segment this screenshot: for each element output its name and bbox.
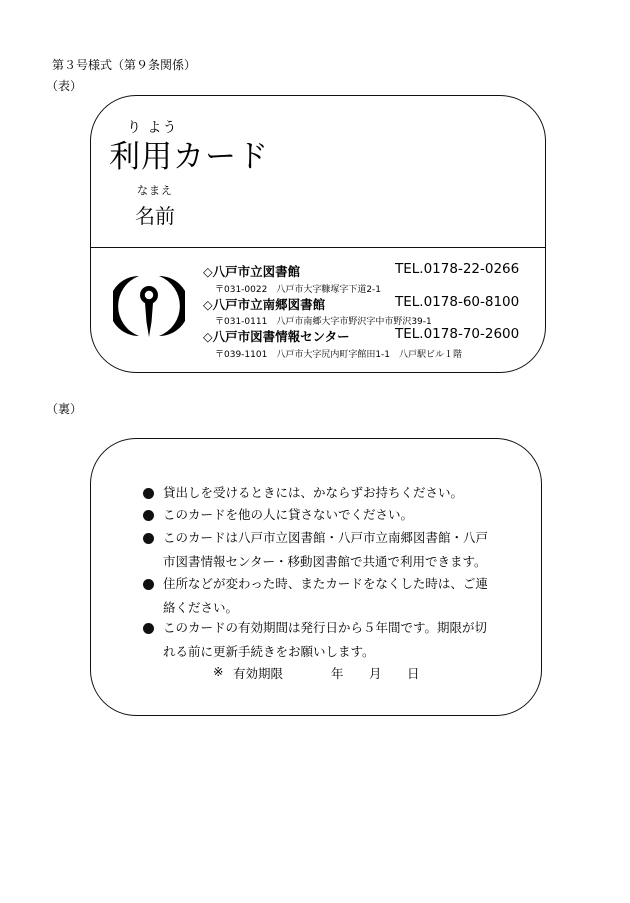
front-side-label: （表） bbox=[46, 79, 83, 93]
library-3-name: ◇八戸市図書情報センター bbox=[203, 329, 350, 344]
notice-1-line-1: 貸出しを受けるときには、かならずお持ちください。 bbox=[163, 485, 464, 500]
library-card-front bbox=[90, 95, 546, 373]
notice-1 bbox=[163, 485, 463, 501]
hachinohe-city-emblem-icon bbox=[113, 270, 185, 342]
library-3-tel: TEL.0178-70-2600 bbox=[395, 326, 520, 342]
library-1-name: ◇八戸市立図書館 bbox=[203, 264, 301, 279]
bullet-icon bbox=[143, 623, 154, 634]
card-title: 利用カード bbox=[109, 139, 269, 175]
library-3-address: 〒039-1101 八戸市大字尻内町字館田1-1 八戸駅ビル１階 bbox=[215, 350, 463, 360]
library-1-tel: TEL.0178-22-0266 bbox=[395, 261, 520, 277]
notice-3 bbox=[163, 530, 488, 570]
validity-year: 年 bbox=[331, 666, 344, 681]
title-ruby: り よう bbox=[127, 120, 178, 136]
bullet-icon bbox=[143, 579, 154, 590]
name-label: 名前 bbox=[135, 204, 175, 228]
card-divider bbox=[91, 247, 545, 248]
validity-label: 有効期限 bbox=[233, 666, 284, 681]
notice-4-line-1: 住所などが変わった時、またカードをなくした時は、ご連 bbox=[163, 576, 488, 591]
notice-2-line-1: このカードを他の人に貸さないでください。 bbox=[163, 507, 414, 522]
library-card-back bbox=[90, 438, 542, 716]
name-ruby: なまえ bbox=[137, 184, 173, 197]
library-2-name: ◇八戸市立南郷図書館 bbox=[203, 297, 326, 312]
bullet-icon bbox=[143, 510, 154, 521]
notice-4-line-2: 絡ください。 bbox=[163, 600, 239, 615]
form-number: 第３号様式（第９条関係） bbox=[52, 58, 197, 72]
notice-5-line-2: れる前に更新手続きをお願いします。 bbox=[163, 644, 375, 659]
reference-mark: ※ bbox=[213, 664, 224, 679]
validity-month: 月 bbox=[369, 666, 382, 681]
notice-5 bbox=[163, 620, 487, 660]
notice-5-line-1: このカードの有効期間は発行日から５年間です。期限が切 bbox=[163, 620, 488, 635]
notice-3-line-2: 市図書情報センター・移動図書館で共通で利用できます。 bbox=[163, 554, 487, 569]
bullet-icon bbox=[143, 488, 154, 499]
notice-2 bbox=[163, 507, 413, 523]
notice-4 bbox=[163, 576, 488, 616]
library-1-address: 〒031-0022 八戸市大字糠塚字下道2-1 bbox=[215, 285, 382, 295]
library-2-address: 〒031-0111 八戸市南郷大字市野沢字中市野沢39-1 bbox=[215, 317, 432, 327]
notice-3-line-1: このカードは八戸市立図書館・八戸市立南郷図書館・八戸 bbox=[163, 530, 489, 545]
validity-day: 日 bbox=[407, 666, 420, 681]
library-2-tel: TEL.0178-60-8100 bbox=[395, 294, 520, 310]
bullet-icon bbox=[143, 533, 154, 544]
back-side-label: （裏） bbox=[46, 402, 83, 416]
